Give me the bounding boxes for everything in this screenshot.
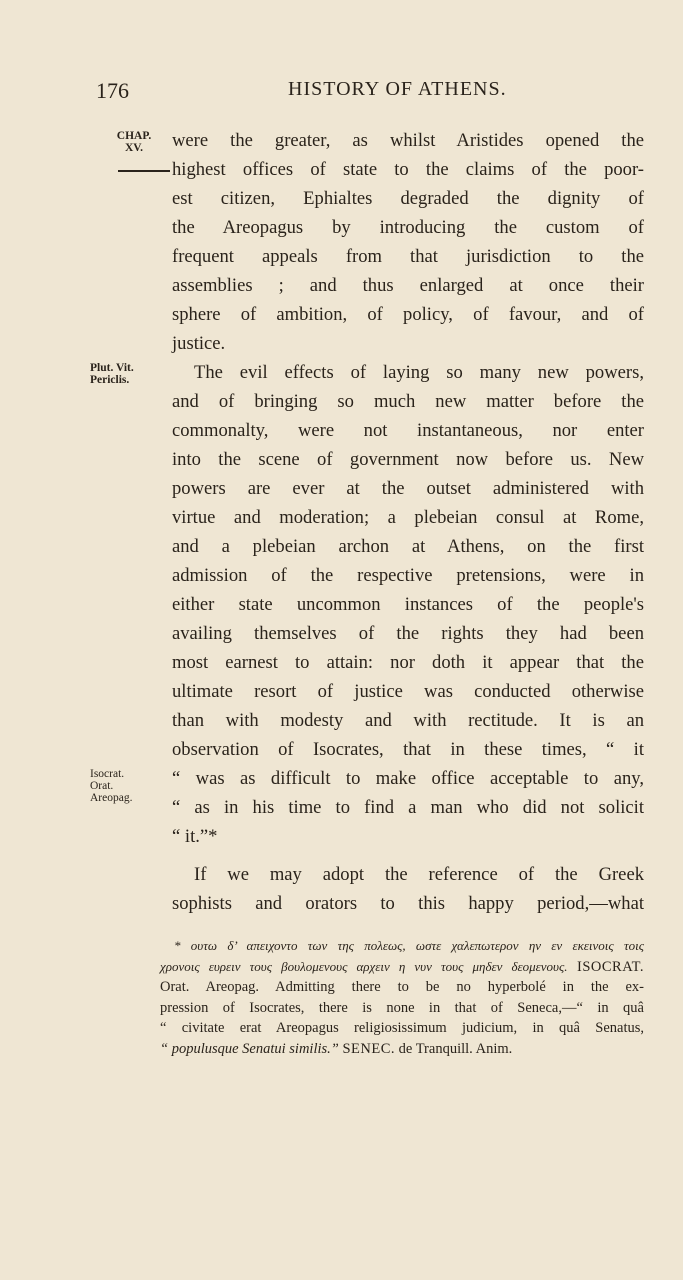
text-line: sophists and orators to this happy period,—what — [172, 893, 644, 914]
margin-note-line: Areopag. — [90, 792, 133, 804]
text-line: frequent appeals from that jurisdiction to the — [172, 246, 644, 267]
text-line: and a plebeian archon at Athens, on the first — [172, 536, 644, 557]
paragraph-gap — [172, 851, 644, 860]
text-line: either state uncommon instances of the people's — [172, 594, 644, 615]
footnote-latin: “ populusque Senatui similis.” — [160, 1040, 339, 1057]
margin-note-plutarch — [90, 362, 134, 386]
text-line: ultimate resort of justice was conducted otherwise — [172, 681, 644, 702]
footnote-line: pression of Isocrates, there is none in that of Seneca,—“ in quâ — [160, 999, 644, 1016]
margin-note-line: Orat. — [90, 780, 114, 792]
text-line: and of bringing so much new matter before the — [172, 391, 644, 412]
text-line: assemblies ; and thus enlarged at once their — [172, 275, 644, 296]
page-header — [96, 78, 644, 106]
main-text — [172, 126, 644, 918]
margin-note-line: Periclis. — [90, 374, 130, 386]
footnote-line — [160, 1039, 644, 1060]
chapter-rule — [118, 170, 170, 172]
text-line: The evil effects of laying so many new powers, — [194, 362, 644, 383]
text-line: If we may adopt the reference of the Greek — [194, 864, 644, 885]
text-line: justice. — [172, 333, 226, 354]
text-line: highest offices of state to the claims of the poor- — [172, 159, 644, 180]
chapter-label: CHAP. — [116, 130, 152, 142]
running-title: HISTORY OF ATHENS. — [288, 78, 507, 100]
margin-chapter — [104, 130, 164, 154]
footnote-source-rest: de Tranquill. Anim. — [398, 1040, 513, 1057]
margin-note-isocrates — [90, 768, 132, 804]
footnote-line: “ civitate erat Areopagus religiosissimum judicium, in quâ Senatus, — [160, 1020, 644, 1036]
footnote-source: ISOCRAT. — [577, 958, 644, 975]
text-line: were the greater, as whilst Aristides opened the — [172, 130, 644, 151]
margin-note-line: Plut. Vit. — [90, 362, 134, 374]
text-line: “ it.”* — [172, 826, 218, 847]
text-line: admission of the respective pretensions, were in — [172, 565, 644, 586]
text-line: into the scene of government now before us. New — [172, 449, 644, 470]
text-line: powers are ever at the outset administered with — [172, 478, 644, 499]
footnote-source: SENEC. — [342, 1040, 396, 1057]
chapter-number: XV. — [124, 142, 143, 154]
footnote-line — [160, 957, 644, 978]
text-line: the Areopagus by introducing the custom of — [172, 217, 644, 238]
text-line: than with modesty and with rectitude. It is an — [172, 710, 644, 731]
text-line: virtue and moderation; a plebeian consul at Rome, — [172, 507, 644, 528]
text-line: most earnest to attain: nor doth it appear that the — [172, 652, 644, 673]
footnote-line: Orat. Areopag. Admitting there to be no hyperbolé in the ex- — [160, 979, 644, 995]
footnote-greek-line: * ουτω δ’ απειχοντο των της πολεως, ωστε χαλεπωτερον ην εν εκεινοις τοις — [174, 938, 644, 953]
page-number: 176 — [96, 78, 129, 103]
text-line: observation of Isocrates, that in these times, “ it — [172, 739, 644, 760]
text-line: est citizen, Ephialtes degraded the dignity of — [172, 188, 644, 209]
text-line: “ was as difficult to make office acceptable to any, — [172, 768, 644, 789]
text-line: sphere of ambition, of policy, of favour, and of — [172, 304, 644, 325]
text-line: availing themselves of the rights they had been — [172, 623, 644, 644]
footnote — [160, 936, 644, 1059]
text-line: commonalty, were not instantaneous, nor enter — [172, 420, 644, 441]
text-line: “ as in his time to find a man who did not solicit — [172, 797, 644, 818]
footnote-greek-text: χρονοις ευρειν τους βουλομενους αρχειν η νυν τους μηδεν δεομενους. — [160, 958, 568, 974]
margin-note-line: Isocrat. — [90, 768, 125, 780]
